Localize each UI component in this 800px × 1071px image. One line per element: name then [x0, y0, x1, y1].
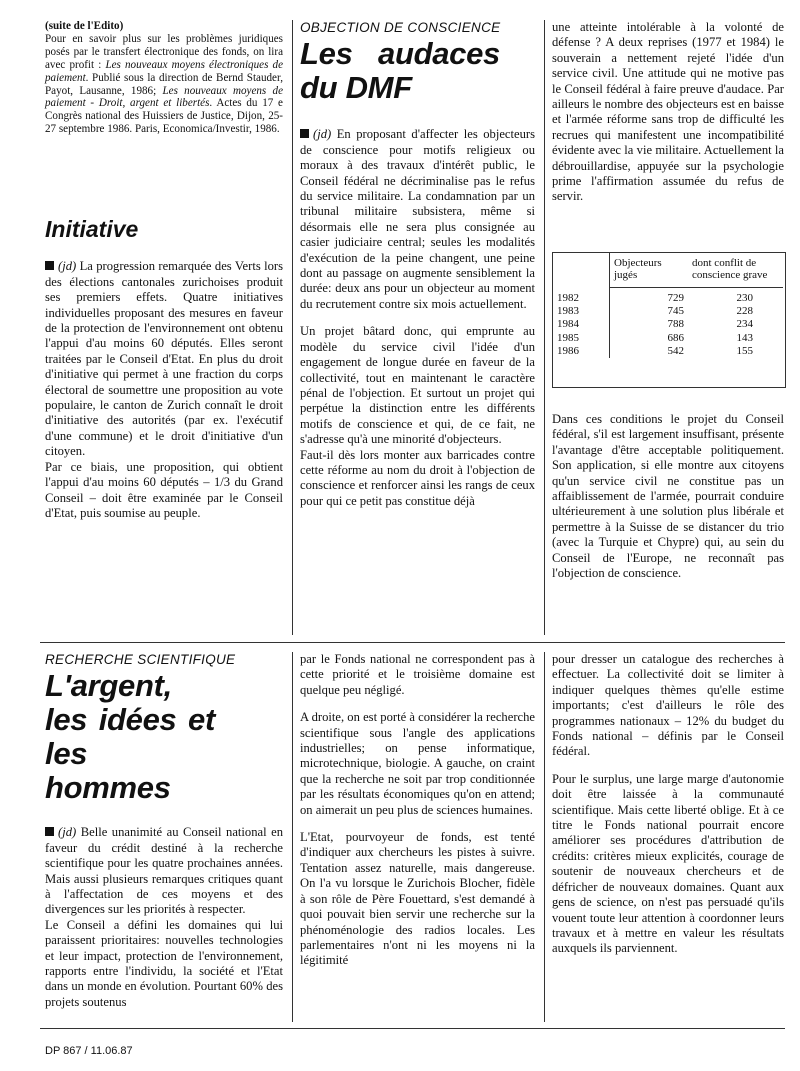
table-cell: 729: [610, 288, 689, 306]
table-cell: 1986: [557, 344, 579, 357]
recherche-headline: L'argent, les idées et les hommes: [45, 668, 215, 806]
recherche-article-col3: [552, 652, 784, 969]
table-cell: 1983: [557, 305, 579, 318]
table-row: [553, 288, 783, 306]
table-header: [553, 253, 610, 288]
initiative-article: [45, 216, 283, 533]
table-row: [553, 332, 783, 345]
recherche-p4: A droite, on est porté à considérer la recherche scientifique sous l'angle des applications industrielles; on pense informatique, microtechnique, biologie. A gauche, on craint que la recherche ne soit par trop conditionnée par les résultats économiques qu'on en attend; on aimerait un peu plus de sciences humaines.: [300, 710, 535, 817]
recherche-p5: L'Etat, pourvoyeur de fonds, est tenté d'indiquer aux chercheurs les pistes à suivre. Tentation assez naturelle, mais dangereuse. On l'a vu lorsque le Zurichois Blocher, fidèle à son rôle de Père Fouettard, s'est demandé à quoi pouvait bien servir une recherche sur la phénoménologie des radios locales. Les parlementaires n'ont ni les moyens ni la légitimité: [300, 830, 535, 968]
column-divider: [544, 652, 545, 1022]
table-cell: 143: [736, 331, 753, 344]
table-row: [553, 345, 783, 358]
table-cell: 1984: [557, 318, 579, 331]
column-divider: [292, 20, 293, 635]
recherche-p7: Pour le surplus, une large marge d'autonomie doit être laissée à la communauté scientifique. Mais cette liberté oblige. Et à ce titre le Fonds national pourrait encore améliorer ses procédures d'attribution de crédits: critères mieux explicités, courage de soutenir de nouveaux chercheurs et de défricher de nouveaux domaines. Quant aux gens de science, on n'est pas persuadé qu'ils vouent toute leur attention à coordonner leurs travaux et à mettre en valeur les résultats auxquels ils parviennent.: [552, 771, 784, 956]
table-cell: 1982: [557, 291, 579, 304]
footer-divider: [40, 1028, 785, 1029]
edito-continued: (suite de l'Edito): [45, 20, 124, 32]
edito-note: [45, 20, 283, 136]
objection-article-col2: [300, 20, 535, 521]
initiative-p2: Par ce biais, une proposition, qui obtient l'appui d'au moins 60 députés – 1/3 du Grand Conseil – doit être examinée par le Conseil d'Etat, puis soumise au peuple.: [45, 459, 283, 520]
table-cell: 686: [610, 332, 689, 345]
objection-p5: Dans ces conditions le projet du Conseil fédéral, s'il est largement insuffisant, présente l'avantage d'être acceptable politiquement. Son application, si elle montre aux citoyens qu'un service civil ne constitue pas un affaiblissement de l'armée, pourrait conduire ultérieurement à une solution plus libérale et permettre à la Suisse de se distancer du trio (avec la Turquie et Chypre) qui, au sein du Conseil de l'Europe, ne reconnaît pas l'objection de conscience.: [552, 412, 784, 581]
bullet-square-icon: [45, 261, 54, 270]
objection-article-col3b: [552, 412, 784, 593]
table-row: [553, 318, 783, 331]
table-cell: 542: [610, 345, 689, 358]
objectors-table: [553, 253, 783, 358]
bullet-square-icon: [45, 827, 54, 836]
table-row: [553, 305, 783, 318]
recherche-kicker: RECHERCHE SCIENTIFIQUE: [45, 652, 236, 667]
table-header: Objecteurs jugés: [610, 253, 689, 288]
table-cell: 234: [736, 318, 753, 331]
initiative-p1: (jd) La progression remarquée des Verts lors des élections cantonales zurichoises produit ses premiers effets. Quatre initiatives individuelles proposant des mesures en faveur de la protection de l'environnement ont obtenu l'appui d'au moins 60 députés. Elles seront traitées par le Conseil d'Etat. En plus du droit d'initiative qui permet à une fraction du corps électoral de soumettre une proposition au vote populaire, le canton de Zurich connaît le droit d'initiative des autorités (par ex. l'exécutif d'une commune) et le droit d'initiative d'un citoyen.: [45, 259, 283, 459]
recherche-p1: (jd) Belle unanimité au Conseil national en faveur du crédit destiné à la recherche scientifique pour les quatre prochaines années. Mais aussi plusieurs remarques critiques quant à l'affectation de ces moyens et des divergences sur les priorités à respecter.: [45, 825, 283, 917]
recherche-p6: pour dresser un catalogue des recherches à effectuer. La collectivité doit se limiter à indiquer quelques thèmes qu'elle estime importants; c'est d'ailleurs le rôle des programmes nationaux – 12% du budget du Fonds national – définis par le Conseil fédéral.: [552, 652, 784, 759]
table-cell: 1985: [557, 331, 579, 344]
recherche-p2: Le Conseil a défini les domaines qui lui paraissent prioritaires: nouvelles technologies et leur impact, protection de l'environnement, rapports entre l'individu, la société et l'Etat dans un monde en évolution. Pourtant 60% des projets soutenus: [45, 917, 283, 1009]
page-footer: DP 867 / 11.06.87: [45, 1045, 133, 1057]
table-cell: 788: [610, 318, 689, 331]
objection-kicker: OBJECTION DE CONSCIENCE: [300, 20, 501, 35]
objection-p2: Un projet bâtard donc, qui emprunte au modèle du service civil l'idée d'un engagement de longue durée en faveur de la collectivité, tout en maintenant le caractère pénal de l'objection. Et surtout un projet qui perpétue la distinction entre les différents motifs de conscience et qui, de ce fait, ne s'adresse qu'à une minorité d'objecteurs.: [300, 324, 535, 447]
objection-p1: (jd) En proposant d'affecter les objecteurs de conscience pour motifs religieux ou moraux à des travaux d'intérêt public, le Conseil fédéral ne décriminalise pas le refus du service militaire. La condamnation par un tribunal militaire subsistera, même si désormais elle ne sera plus consignée au casier judiciaire central; seules les modalités d'exécution de la peine changent, une peine dont au passage on augmente sensiblement la durée: deux ans pour un objecteur au moment du recrutement contre six mois actuellement.: [300, 127, 535, 311]
recherche-p3: par le Fonds national ne correspondent pas à cette priorité et le troisième domaine est quelque peu négligé.: [300, 652, 535, 697]
bullet-square-icon: [300, 129, 309, 138]
table-cell: 745: [610, 305, 689, 318]
initiative-title: Initiative: [45, 216, 139, 242]
objection-article-col3: [552, 20, 784, 217]
table-cell: 228: [736, 305, 753, 318]
table-cell: 230: [736, 292, 753, 304]
objection-p4: une atteinte intolérable à la volonté de défense ? A deux reprises (1977 et 1984) le souverain a nettement rejeté l'idée d'un service civil. Une attitude qui ne motive pas le Conseil fédéral à faire preuve d'audace. Par ailleurs le nombre des objecteurs est en baisse et l'armée réforme sans trop de difficulté les recrues qui manifestent une incompatibilité évidente avec la vie militaire. Actuellement la débrouillardise, appuyée sur la psychologie prime l'affirmation assumée du refus de servir.: [552, 20, 784, 204]
objection-headline: Les audaces du DMF: [300, 36, 500, 106]
edito-note-text: Pour en savoir plus sur les problèmes juridiques posés par le transfert électronique des fonds, on lira avec profit : Les nouveaux moyens électroniques de paiement. Publié sous la direction de Bernd Stauder, Payot, Lausanne, 1986; Les nouveaux moyens de paiement - Droit, argent et libertés. Actes du 17 e Congrès national des Huissiers de Justice, Dijon, 25-27 septembre 1986. Paris, Economica/Investir, 1986.: [45, 32, 283, 136]
objection-p3: Faut-il dès lors monter aux barricades contre cette réforme au nom du droit à l'objection de conscience et renforcer ainsi les rangs de ceux pour qui ce petit pas constitue déjà: [300, 447, 535, 508]
table-header-row: [553, 253, 783, 288]
column-divider: [544, 20, 545, 635]
table-header: dont conflit de conscience grave: [688, 253, 783, 288]
column-divider: [292, 652, 293, 1022]
table-cell: 155: [736, 344, 753, 357]
recherche-article-col2: [300, 652, 535, 981]
section-divider: [40, 642, 785, 643]
recherche-article-col1: [45, 652, 283, 1022]
